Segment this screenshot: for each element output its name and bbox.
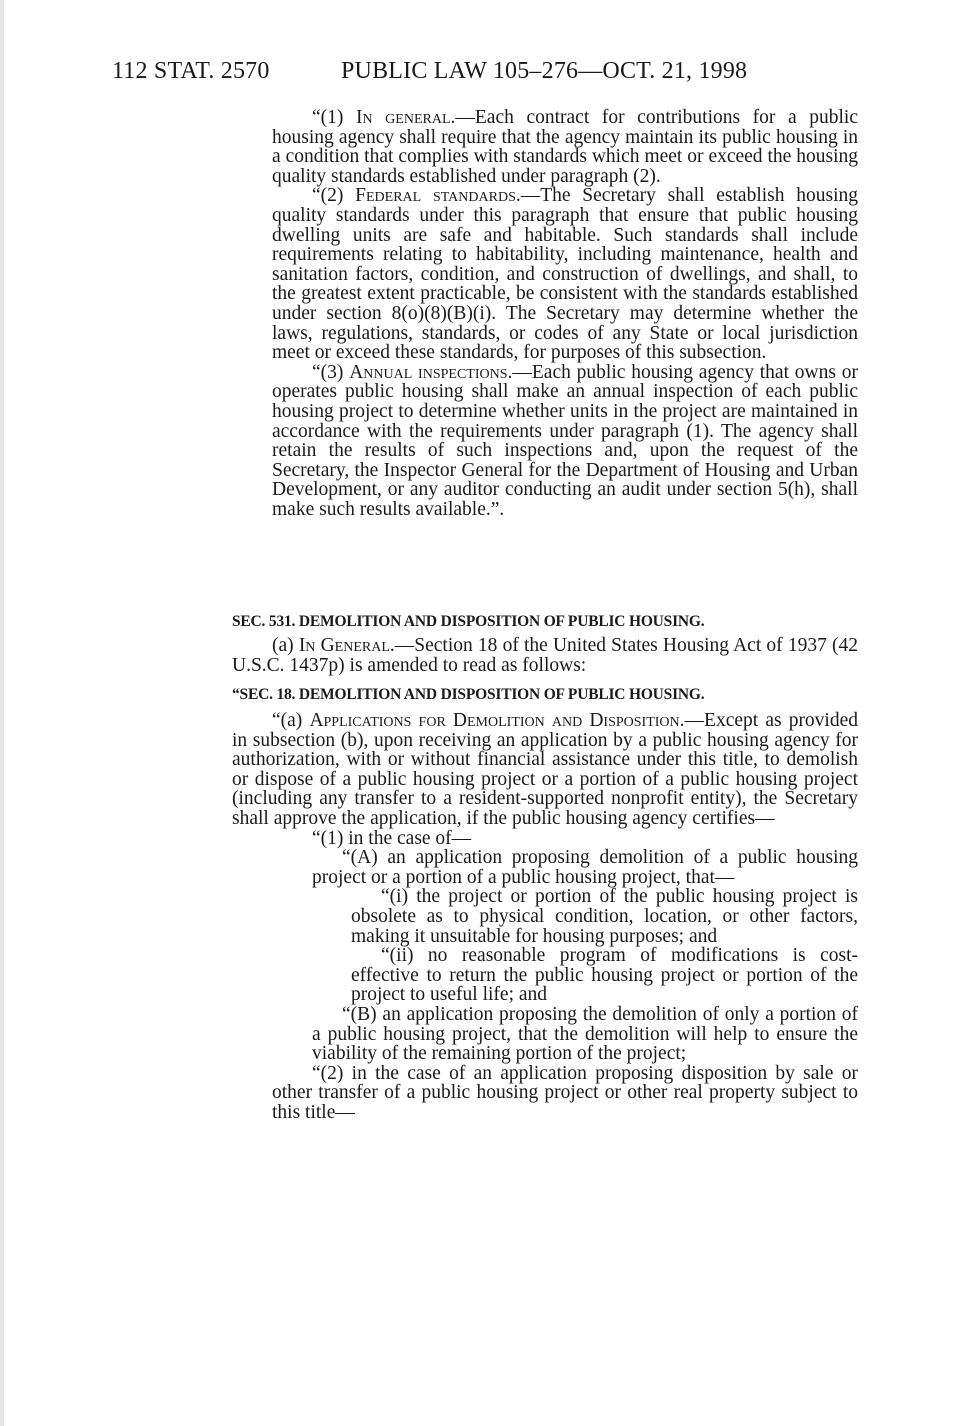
section-18-heading: “SEC. 18. DEMOLITION AND DISPOSITION OF PUBLIC HOUSING. — [232, 686, 705, 703]
page-header — [112, 58, 892, 88]
section-18-a — [232, 711, 858, 829]
clause-1-A-i: “(i) the project or portion of the public housing project is obsolete as to physical condition, location, or other factors, making it unsuitable for housing purposes; and — [351, 886, 858, 947]
paragraph-heading: In General. — [298, 635, 395, 656]
paragraph-lead: “(a) — [272, 710, 310, 731]
section-18-body — [232, 711, 858, 1122]
subsection-paragraphs — [272, 108, 858, 519]
paragraph-lead: “(2) — [312, 185, 356, 207]
paragraph-3-annual-inspections — [272, 363, 858, 520]
clause-2: “(2) in the case of an application proposing disposition by sale or other transfer of a public housing project or other real property subject to this title— — [272, 1062, 858, 1123]
clause-1-A-ii: “(ii) no reasonable program of modifications is cost-effective to return the public housing project or portion of the project to useful life; and — [351, 945, 858, 1006]
scan-edge — [0, 0, 4, 1426]
clause-1-B — [232, 1005, 858, 1064]
paragraph-heading: Applications for Demolition and Disposition. — [309, 710, 685, 731]
paragraph-text: —Except as provided in subsection (b), upon receiving an application by a public housing agency for authorization, with or without financial assistance under this title, to demolish or dispose of a public housing project or a portion of a public housing project (including any transfer to a resident-supported nonprofit entity), the Secretary shall approve the application, if the public housing agency certifies— — [232, 710, 859, 829]
paragraph-2-federal-standards — [272, 186, 858, 362]
paragraph-text: —Each contract for contributions for a public housing agency shall require that the agency maintain its public housing in a condition that complies with standards which meet or exceed the housing quality standards established under paragraph (2). — [272, 107, 858, 187]
public-law-ref: PUBLIC LAW 105–276—OCT. 21, 1998 — [341, 58, 748, 84]
section-531-heading: SEC. 531. DEMOLITION AND DISPOSITION OF PUBLIC HOUSING. — [232, 613, 705, 630]
section-531-a-text — [232, 636, 858, 675]
paragraph-lead: “(3) — [312, 361, 350, 383]
statute-page-ref: 112 STAT. 2570 — [112, 58, 270, 84]
paragraph-text: —Section 18 of the United States Housing Act of 1937 (42 U.S.C. 1437p) is amended to read as follows: — [232, 635, 858, 676]
clause-1: “(1) in the case of— — [312, 827, 472, 849]
paragraph-text: —The Secretary shall establish housing quality standards under this paragraph that ensure that public housing dwelling units are safe and habitable. Such standards shall include requirements relating to habitability, including maintenance, health and sanitation factors, condition, and construction of dwellings, and shall, to the greatest extent practicable, be consistent with the standards established under section 8(o)(8)(B)(i). The Secretary may determine whether the laws, regulations, standards, or codes of any State or local jurisdiction meet or exceed these standards, for purposes of this subsection. — [272, 185, 858, 364]
paragraph-text: —Each public housing agency that owns or operates public housing shall make an annual inspection of each public housing project to determine whether units in the project are maintained in accordance with the requirements under paragraph (1). The agency shall retain the results of such inspections and, upon the request of the Secretary, the Inspector General for the Department of Housing and Urban Development, or any auditor conducting an audit under section 5(h), shall make such results available.”. — [272, 361, 858, 520]
clause-1-B-text: “(B) an application proposing the demolition of only a portion of a public housing project, that the demolition will help to ensure the viability of the remaining portion of the project; — [312, 1003, 858, 1065]
clause-1-A: “(A) an application proposing demolition of a public housing project or a portion of a public housing project, that— — [312, 847, 858, 888]
paragraph-lead: “(1) — [312, 107, 356, 128]
paragraph-heading: Annual inspections. — [349, 361, 513, 383]
paragraph-heading: In general. — [355, 107, 456, 128]
paragraph-heading: Federal standards. — [355, 185, 521, 207]
section-531-a — [232, 636, 858, 675]
paragraph-lead: (a) — [272, 635, 299, 656]
paragraph-1-in-general — [272, 108, 858, 186]
